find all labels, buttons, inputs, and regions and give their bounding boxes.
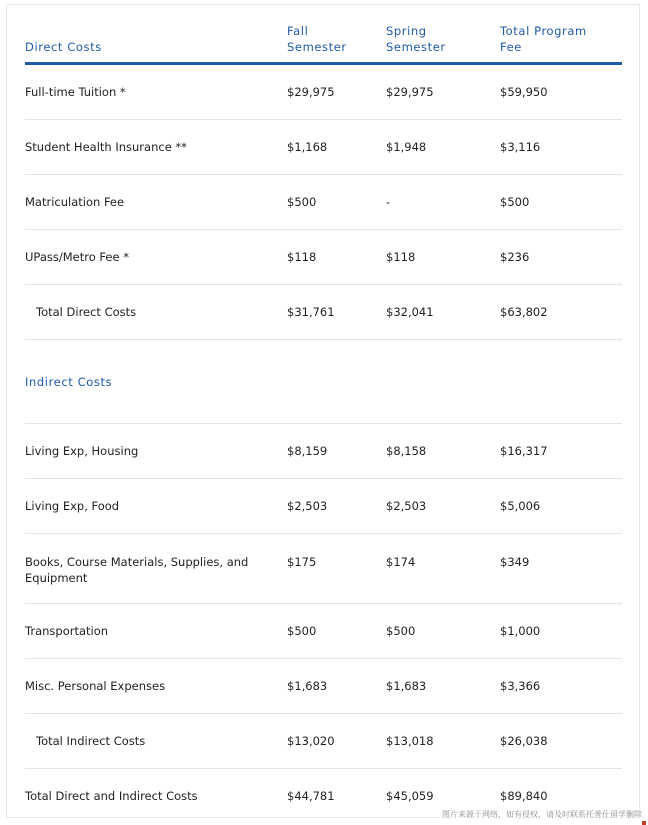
spring-value: $118 bbox=[386, 230, 500, 285]
fall-value: $175 bbox=[287, 534, 386, 604]
header-spring-semester: Spring Semester bbox=[386, 18, 500, 64]
spring-value: $8,158 bbox=[386, 424, 500, 479]
total-value: $16,317 bbox=[500, 424, 622, 479]
total-value: $236 bbox=[500, 230, 622, 285]
total-value: $59,950 bbox=[500, 64, 622, 120]
total-value: $26,038 bbox=[500, 714, 622, 769]
spring-value: $29,975 bbox=[386, 64, 500, 120]
spring-value: $500 bbox=[386, 604, 500, 659]
total-value: $63,802 bbox=[500, 285, 622, 340]
row-label: UPass/Metro Fee * bbox=[25, 230, 287, 285]
fall-value: $500 bbox=[287, 604, 386, 659]
fall-value: $118 bbox=[287, 230, 386, 285]
row-label: Misc. Personal Expenses bbox=[25, 659, 287, 714]
row-label: Matriculation Fee bbox=[25, 175, 287, 230]
row-label: Total Direct and Indirect Costs bbox=[25, 789, 198, 803]
table-row bbox=[25, 659, 622, 714]
fall-value: $8,159 bbox=[287, 424, 386, 479]
spring-value: $45,059 bbox=[386, 789, 434, 803]
spring-value: $174 bbox=[386, 534, 500, 604]
fall-value: $2,503 bbox=[287, 479, 386, 534]
table-row bbox=[25, 604, 622, 659]
total-value: $349 bbox=[500, 534, 622, 604]
row-label: Total Indirect Costs bbox=[25, 714, 287, 769]
spring-value: $1,948 bbox=[386, 120, 500, 175]
table-row bbox=[25, 120, 622, 175]
spring-value: $2,503 bbox=[386, 479, 500, 534]
fall-value: $31,761 bbox=[287, 285, 386, 340]
total-indirect-costs-row bbox=[25, 714, 622, 769]
indirect-costs-section-row bbox=[25, 340, 622, 424]
table-row bbox=[25, 424, 622, 479]
spring-value: - bbox=[386, 175, 500, 230]
row-label: Total Direct Costs bbox=[25, 285, 287, 340]
total-value: $3,366 bbox=[500, 659, 622, 714]
total-value: $3,116 bbox=[500, 120, 622, 175]
table-row bbox=[25, 479, 622, 534]
spring-value: $1,683 bbox=[386, 659, 500, 714]
table-header bbox=[25, 18, 622, 64]
row-label: Transportation bbox=[25, 604, 287, 659]
row-label: Books, Course Materials, Supplies, and Equipment bbox=[25, 534, 287, 604]
total-direct-costs-row bbox=[25, 285, 622, 340]
header-total-program-fee: Total Program Fee bbox=[500, 18, 622, 64]
section-heading-indirect-costs: Indirect Costs bbox=[25, 340, 287, 424]
fall-value: $44,781 bbox=[287, 789, 335, 803]
watermark-text: 图片来源于网络，如有侵权，请及时联系托普仕留学删除 bbox=[442, 810, 642, 819]
table-row bbox=[25, 175, 622, 230]
table-row bbox=[25, 64, 622, 120]
total-value: $500 bbox=[500, 175, 622, 230]
fall-value: $29,975 bbox=[287, 64, 386, 120]
cost-table bbox=[25, 18, 622, 823]
header-fall-semester: Fall Semester bbox=[287, 18, 386, 64]
header-direct-costs: Direct Costs bbox=[25, 18, 287, 64]
fall-value: $1,683 bbox=[287, 659, 386, 714]
fall-value: $500 bbox=[287, 175, 386, 230]
spring-value: $32,041 bbox=[386, 285, 500, 340]
table-row bbox=[25, 230, 622, 285]
table-row bbox=[25, 534, 622, 604]
row-label: Student Health Insurance ** bbox=[25, 120, 287, 175]
total-value: $89,840 bbox=[500, 789, 548, 803]
row-label: Living Exp, Food bbox=[25, 479, 287, 534]
fall-value: $1,168 bbox=[287, 120, 386, 175]
corner-mark bbox=[642, 821, 646, 825]
spring-value: $13,018 bbox=[386, 714, 500, 769]
total-value: $5,006 bbox=[500, 479, 622, 534]
row-label: Full-time Tuition * bbox=[25, 64, 287, 120]
total-value: $1,000 bbox=[500, 604, 622, 659]
fall-value: $13,020 bbox=[287, 714, 386, 769]
row-label: Living Exp, Housing bbox=[25, 424, 287, 479]
